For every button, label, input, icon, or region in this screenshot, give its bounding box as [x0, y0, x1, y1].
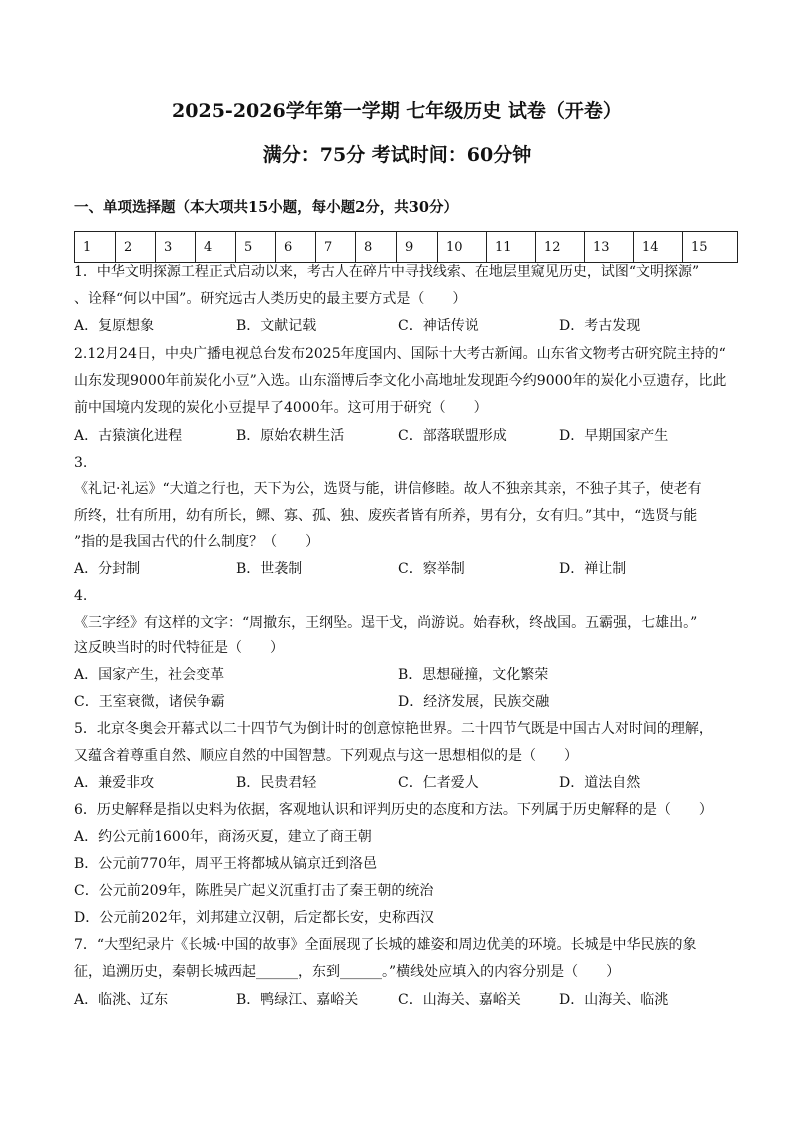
- question-5-option-a: A．兼爱非攻: [74, 775, 155, 791]
- question-5-option-c: C．仁者爱人: [398, 775, 479, 791]
- question-3-option-b: B．世袭制: [236, 561, 303, 577]
- question-5-text: 5．北京冬奥会开幕式以二十四节气为倒计时的创意惊艳世界。二十四节气既是中国古人对时间的理解，: [74, 721, 713, 737]
- question-5-option-b: B．民贵君轻: [236, 775, 317, 791]
- answer-cell: 15: [683, 232, 738, 263]
- exam-title: 2025-2026学年第一学期 七年级历史 试卷（开卷）: [172, 100, 622, 122]
- question-7-option-c: C．山海关、嘉峪关: [398, 992, 521, 1008]
- question-4-text: 《三字经》有这样的文字：“周撤东，王纲坠。逞干戈，尚游说。始春秋，终战国。五霸强，七雄出。”: [74, 615, 698, 631]
- question-2-text: 前中国境内发现的炭化小豆提早了4000年。这可用于研究（ ）: [74, 400, 488, 416]
- question-1-text: 1．中华文明探源工程正式启动以来，考古人在碎片中寻找线索、在地层里窥见历史，试图“文明探源”: [74, 264, 700, 280]
- question-3-number: 3.: [74, 455, 88, 471]
- answer-grid: [74, 231, 738, 263]
- question-6-option-a: A．约公元前1600年，商汤灭夏，建立了商王朝: [74, 829, 372, 845]
- question-2-option-b: B．原始农耕生活: [236, 428, 345, 444]
- question-6-text: 6．历史解释是指以史料为依据，客观地认识和评判历史的态度和方法。下列属于历史解释的是（ ）: [74, 802, 713, 818]
- question-2-option-d: D．早期国家产生: [559, 428, 669, 444]
- question-1-option-d: D．考古发现: [559, 318, 641, 334]
- answer-cell: 4: [196, 232, 236, 263]
- question-7-option-d: D．山海关、临洮: [559, 992, 669, 1008]
- question-1-text: 、诠释“何以中国”。研究远古人类历史的最主要方式是（ ）: [74, 291, 467, 307]
- question-4-option-c: C．王室衰微，诸侯争霸: [74, 694, 225, 710]
- question-3-option-a: A．分封制: [74, 561, 141, 577]
- answer-cell: 12: [536, 232, 585, 263]
- question-7-text: 征，追溯历史，秦朝长城西起______，东到______。”横线处应填入的内容分别是（ ）: [74, 964, 621, 980]
- question-3-option-c: C．察举制: [398, 561, 465, 577]
- question-4-option-a: A．国家产生，社会变革: [74, 667, 225, 683]
- question-7-text: 7．“大型纪录片《长城·中国的故事》全面展现了长城的雄姿和周边优美的环境。长城是中华民族的象: [74, 937, 697, 953]
- question-1-option-c: C．神话传说: [398, 318, 479, 334]
- question-4-text: 这反映当时的时代特征是（ ）: [74, 640, 284, 656]
- answer-cell: 2: [116, 232, 156, 263]
- answer-cell: 7: [316, 232, 356, 263]
- question-2-text: 山东发现9000年前炭化小豆”入选。山东淄博后李文化小高地址发现距今约9000年的炭化小豆遗存，比此: [74, 373, 727, 389]
- question-1-option-a: A．复原想象: [74, 318, 155, 334]
- question-4-number: 4.: [74, 588, 88, 604]
- question-6-option-b: B．公元前770年，周平王将都城从镐京迁到洛邑: [74, 856, 378, 872]
- answer-cell: 11: [487, 232, 536, 263]
- exam-subtitle: 满分：75分 考试时间：60分钟: [262, 144, 532, 166]
- question-3-text: 所终，壮有所用，幼有所长，鳏、寡、孤、独、废疾者皆有所养，男有分，女有归。”其中，“选贤与能: [74, 508, 698, 524]
- answer-cell: 5: [236, 232, 276, 263]
- question-4-option-b: B．思想碰撞，文化繁荣: [398, 667, 549, 683]
- question-4-option-d: D．经济发展，民族交融: [398, 694, 550, 710]
- answer-cell: 1: [75, 232, 116, 263]
- answer-cell: 6: [276, 232, 316, 263]
- question-7-option-b: B．鸭绿江、嘉峪关: [236, 992, 359, 1008]
- question-2-option-a: A．古猿演化进程: [74, 428, 183, 444]
- question-7-option-a: A．临洮、辽东: [74, 992, 169, 1008]
- question-3-text: ”指的是我国古代的什么制度？（ ）: [74, 534, 320, 550]
- question-5-option-d: D．道法自然: [559, 775, 641, 791]
- question-6-option-d: D．公元前202年，刘邦建立汉朝，后定都长安，史称西汉: [74, 910, 434, 926]
- answer-cell: 10: [438, 232, 487, 263]
- question-3-option-d: D．禅让制: [559, 561, 627, 577]
- answer-cell: 13: [585, 232, 634, 263]
- question-1-option-b: B．文献记载: [236, 318, 317, 334]
- answer-cell: 14: [634, 232, 683, 263]
- question-2-text: 2.12月24日，中央广播电视总台发布2025年度国内、国际十大考古新闻。山东省文物考古研究院主持的“: [74, 346, 726, 362]
- answer-cell: 9: [397, 232, 438, 263]
- question-6-option-c: C．公元前209年，陈胜吴广起义沉重打击了秦王朝的统治: [74, 883, 434, 899]
- question-3-text: 《礼记·礼运》“大道之行也，天下为公，选贤与能，讲信修睦。故人不独亲其亲，不独子其子，使老有: [74, 481, 702, 497]
- section-heading: 一、单项选择题（本大项共15小题，每小题2分，共30分）: [74, 199, 458, 216]
- answer-cell: 8: [356, 232, 397, 263]
- answer-grid-row: [75, 232, 738, 263]
- answer-cell: 3: [156, 232, 196, 263]
- question-2-option-c: C．部落联盟形成: [398, 428, 507, 444]
- question-5-text: 又蕴含着尊重自然、顺应自然的中国智慧。下列观点与这一思想相似的是（ ）: [74, 748, 578, 764]
